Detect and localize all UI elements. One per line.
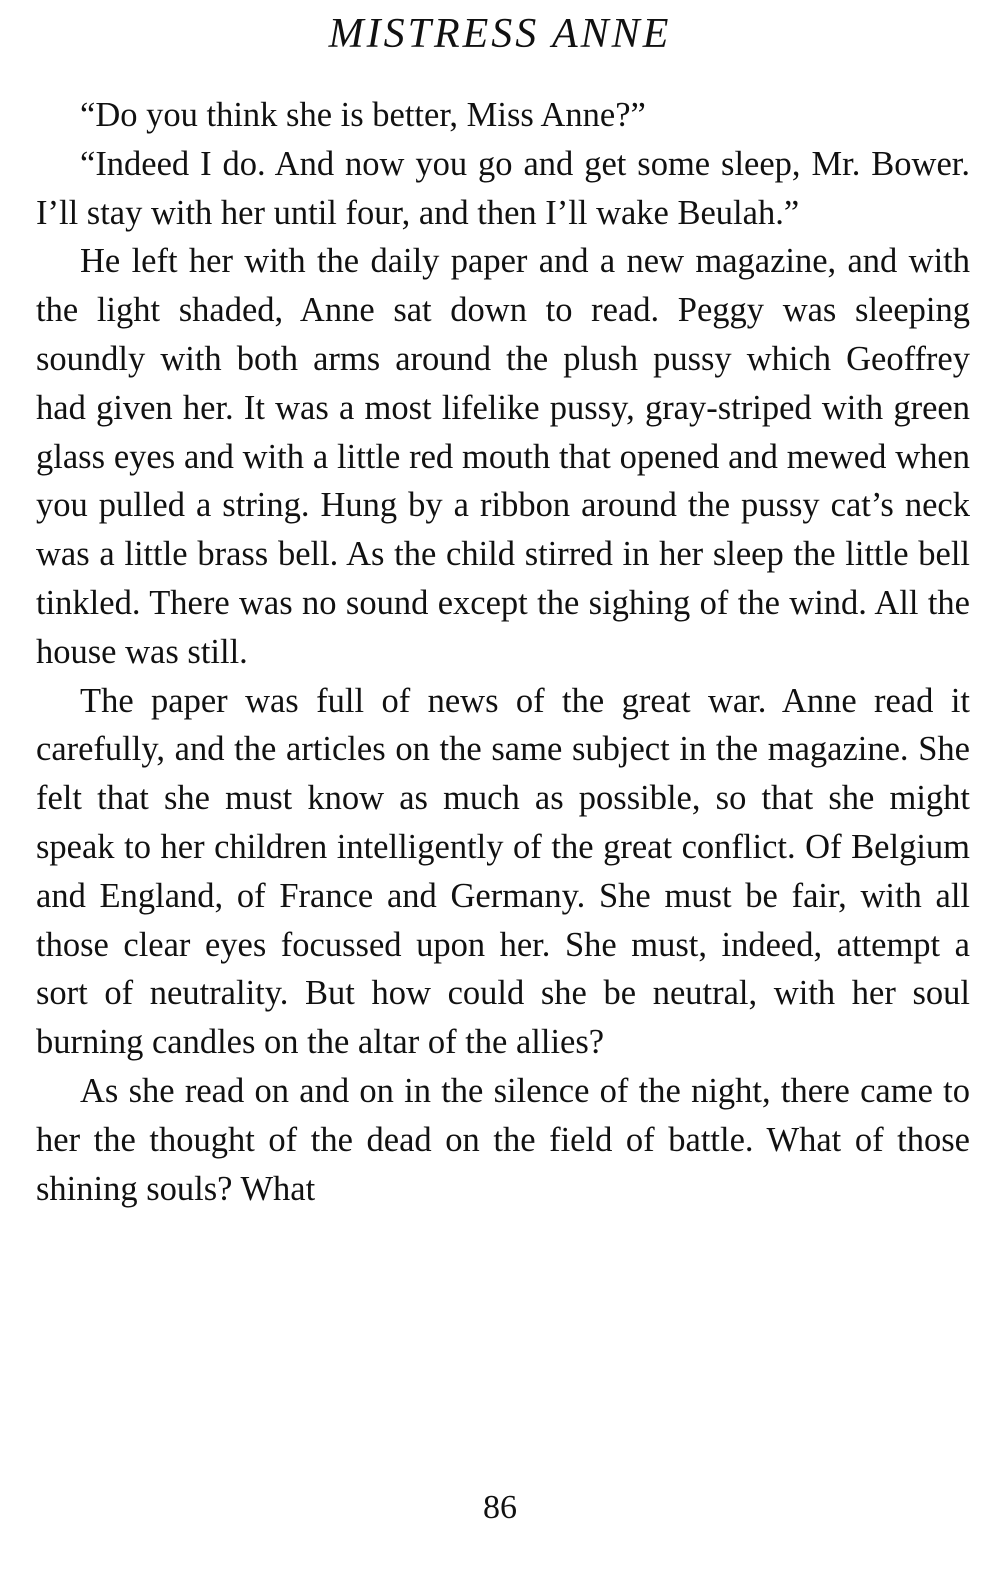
body-text xyxy=(36,91,970,1213)
paragraph: He left her with the daily paper and a new magazine, and with the light shaded, Anne sat down to read. Peggy was sleeping soundly with both arms around the plush pussy which Geoffrey had given her. It was a most lifelike pussy, gray-striped with green glass eyes and with a little red mouth that opened and mewed when you pulled a string. Hung by a ribbon around the pussy cat’s neck was a little brass bell. As the child stirred in her sleep the little bell tinkled. There was no sound except the sighing of the wind. All the house was still. xyxy=(36,242,970,671)
paragraph: “Do you think she is better, Miss Anne?” xyxy=(80,96,646,134)
page-number: 86 xyxy=(483,1489,517,1526)
paragraph: As she read on and on in the silence of the night, there came to her the thought of the dead on the field of battle. What of those shining souls? What xyxy=(36,1071,970,1208)
paragraph: The paper was full of news of the great war. Anne read it carefully, and the articles on the same subject in the magazine. She felt that she must know as much as possible, so that she might speak to her children intelligently of the great conflict. Of Belgium and England, of France and Germany. She must be fair, with all those clear eyes focussed upon her. She must, indeed, attempt a sort of neutrality. But how could she be neutral, with her soul burning candles on the altar of the allies? xyxy=(36,681,970,1062)
paragraph: “Indeed I do. And now you go and get some sleep, Mr. Bower. I’ll stay with her until four, and then I’ll wake Beulah.” xyxy=(36,144,970,232)
running-head: MISTRESS ANNE xyxy=(328,11,672,57)
